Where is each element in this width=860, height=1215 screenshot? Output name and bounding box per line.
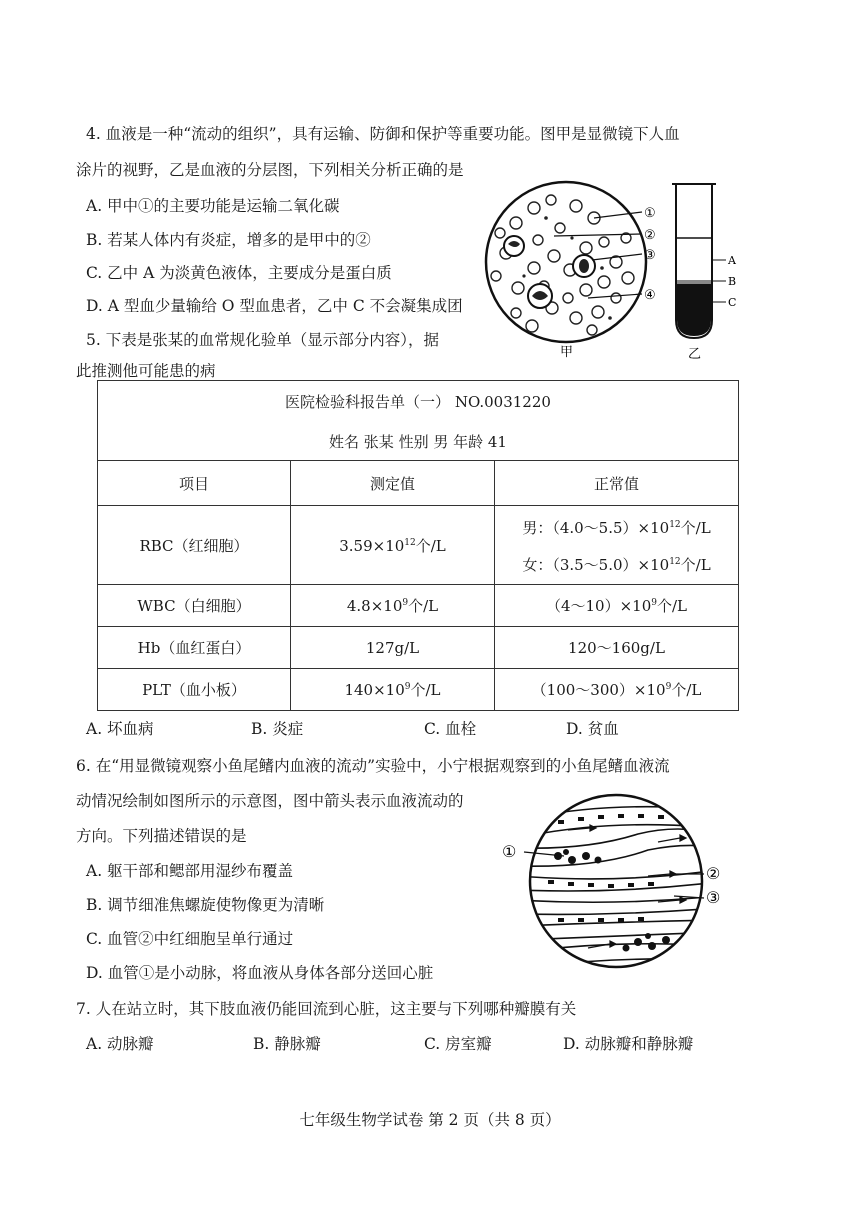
fish-marker-2: ② bbox=[706, 864, 721, 883]
table-row bbox=[98, 669, 739, 711]
row-normal: 120～160g/L bbox=[495, 627, 739, 669]
q6-option-c: C. 血管②中红细胞呈单行通过 bbox=[86, 930, 294, 948]
row-value: 127g/L bbox=[291, 627, 495, 669]
fish-tail-blood-flow-figure bbox=[498, 790, 738, 972]
marker-1: ① bbox=[644, 206, 656, 221]
table-row bbox=[98, 627, 739, 669]
q6-stem-line1: 6. 在“用显微镜观察小鱼尾鳍内血液的流动”实验中，小宁根据观察到的小鱼尾鳍血液流 bbox=[76, 757, 670, 775]
q7-option-b: B. 静脉瓣 bbox=[253, 1035, 321, 1053]
fish-marker-3: ③ bbox=[706, 888, 721, 907]
row-value: $4.8\times 10^9$个/L bbox=[291, 585, 495, 627]
row-item: WBC（白细胞） bbox=[98, 585, 291, 627]
q4-option-b: B. 若某人体内有炎症，增多的是甲中的② bbox=[86, 231, 371, 249]
q5-option-a: A. 坏血病 bbox=[86, 720, 154, 738]
marker-2: ② bbox=[644, 228, 656, 243]
blood-smear-figure bbox=[476, 178, 676, 360]
layer-a-label: A bbox=[728, 254, 736, 267]
row-normal: $(4\sim 10)\times 10^9$个/L bbox=[495, 585, 739, 627]
q4-stem-line1: 4. 血液是一种“流动的组织”，具有运输、防御和保护等重要功能。图甲是显微镜下人血 bbox=[86, 125, 680, 143]
column-header-normal: 正常值 bbox=[495, 461, 739, 506]
q4-option-a: A. 甲中①的主要功能是运输二氧化碳 bbox=[86, 197, 340, 215]
red-cell-layer bbox=[677, 284, 711, 336]
row-normal: $(100\sim 300)\times 10^9$个/L bbox=[495, 669, 739, 711]
plasma-layer bbox=[677, 238, 711, 282]
row-item: Hb（血红蛋白） bbox=[98, 627, 291, 669]
row-normal: 男：$(4.0\sim 5.5)\times 10^{12}$个/L 女：$(3.5\sim 5.0)\times 10^{12}$个/L bbox=[495, 506, 739, 585]
row-value: $3.59\times 10^{12}$个/L bbox=[291, 506, 495, 585]
fig-jia-caption: 甲 bbox=[560, 345, 574, 360]
marker-4: ④ bbox=[644, 288, 656, 303]
q6-option-d: D. 血管①是小动脉，将血液从身体各部分送回心脏 bbox=[86, 964, 434, 982]
column-header-value: 测定值 bbox=[291, 461, 495, 506]
row-item: PLT（血小板） bbox=[98, 669, 291, 711]
q6-stem-line2: 动情况绘制如图所示的示意图，图中箭头表示血液流动的 bbox=[76, 792, 464, 810]
q5-option-b: B. 炎症 bbox=[251, 720, 304, 738]
page-footer: 七年级生物学试卷 第 2 页（共 8 页） bbox=[299, 1111, 561, 1129]
q7-option-c: C. 房室瓣 bbox=[424, 1035, 492, 1053]
q5-stem-line1: 5. 下表是张某的血常规化验单（显示部分内容），据 bbox=[86, 331, 439, 349]
buffy-coat-layer bbox=[677, 280, 711, 284]
column-header-item: 项目 bbox=[98, 461, 291, 506]
q7-option-d: D. 动脉瓣和静脉瓣 bbox=[563, 1035, 694, 1053]
q4-stem-line2: 涂片的视野，乙是血液的分层图，下列相关分析正确的是 bbox=[76, 161, 464, 179]
row-item: RBC（红细胞） bbox=[98, 506, 291, 585]
fig-yi-caption: 乙 bbox=[688, 347, 702, 362]
table-row bbox=[98, 585, 739, 627]
q6-option-b: B. 调节细准焦螺旋使物像更为清晰 bbox=[86, 896, 325, 914]
report-patient-info: 姓名 张某 性别 男 年龄 41 bbox=[98, 423, 739, 461]
layer-b-label: B bbox=[728, 275, 737, 288]
table-row bbox=[98, 506, 739, 585]
layer-c-label: C bbox=[728, 296, 737, 309]
q6-stem-line3: 方向。下列描述错误的是 bbox=[76, 827, 247, 845]
fish-marker-1: ① bbox=[502, 842, 517, 861]
q5-option-d: D. 贫血 bbox=[566, 720, 619, 738]
blood-tube-figure bbox=[666, 178, 746, 363]
blood-test-report-table bbox=[97, 380, 739, 711]
q7-stem: 7. 人在站立时，其下肢血液仍能回流到心脏，这主要与下列哪种瓣膜有关 bbox=[76, 1000, 577, 1018]
q5-option-c: C. 血栓 bbox=[424, 720, 477, 738]
q4-option-d: D. A 型血少量输给 O 型血患者，乙中 C 不会凝集成团 bbox=[86, 297, 463, 315]
row-value: $140\times 10^9$个/L bbox=[291, 669, 495, 711]
q4-option-c: C. 乙中 A 为淡黄色液体，主要成分是蛋白质 bbox=[86, 264, 392, 282]
q5-stem-line2: 此推测他可能患的病 bbox=[76, 362, 216, 380]
report-title: 医院检验科报告单（一） NO.0031220 bbox=[98, 381, 739, 423]
marker-3: ③ bbox=[644, 248, 656, 263]
q6-option-a: A. 躯干部和鳃部用湿纱布覆盖 bbox=[86, 862, 294, 880]
q7-option-a: A. 动脉瓣 bbox=[86, 1035, 154, 1053]
